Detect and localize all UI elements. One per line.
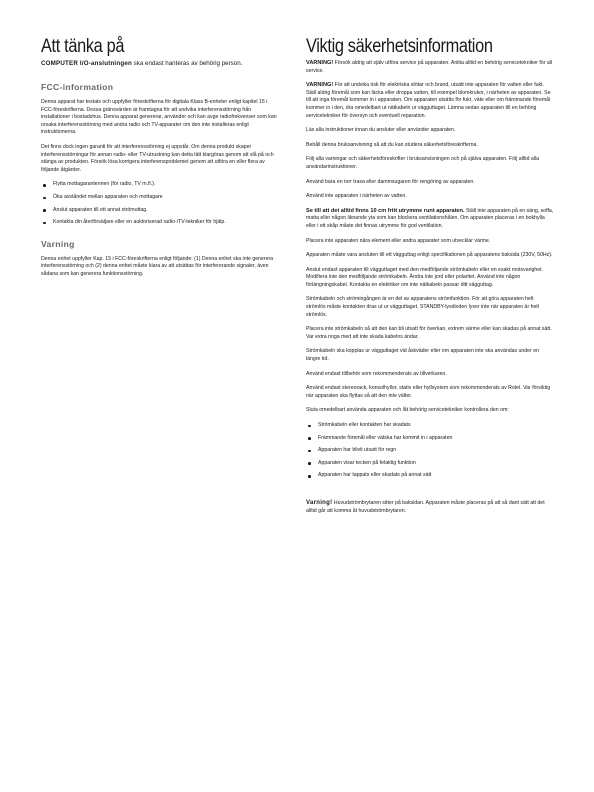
safety-paragraph: Följ alla varningar och säkerhetsföreskrifter i bruksanvisningen och på själva apparaten. Följ alltid alla användarinstruktioner. (306, 156, 539, 170)
service-bullet: Främmande föremål eller vätska har kommit in i apparaten (306, 435, 554, 443)
final-warning-label: Varning! (306, 499, 333, 506)
service-bullet: Apparaten har tappats eller skadats på annat sätt (306, 472, 554, 480)
fcc-paragraph: Denna apparat har testats och uppfyller föreskrifterna för digitala Klass B-enheter enligt kapitel 15 i FCC-föreskrifterna. Dessa gränsvärden är framtagna för att undvika interferensstörning från installationer i bostadshus. Denna apparat genererar, använder och kan avge radiofrekvenser som kan orsaka interferensstörning med andra radio och TV-apparater om den inte installeras enligt instruktionerna. (41, 99, 277, 136)
intro-warning-text: Försök aldrig att själv utföra service på apparaten. Anlita alltid en behörig servicetekniker för all service. (306, 60, 553, 74)
fcc-paragraph: Det finns dock ingen garanti för att interferensstörning ej uppstår. Om denna produkt skaper interferensstörningar för annan radio- eller TV-utrustning kan detta lätt klargöras genom att slå på och stänga av produkten. Försök lösa korrigera interferensproblemet genom att utföra en eller flera av följande åtgärder. (41, 143, 274, 173)
fcc-bullet-list (41, 181, 279, 226)
fcc-bullet: Kontakta din återförsäljare eller en auktoriserad radio-/TV-tekniker för hjälp. (41, 219, 279, 227)
ventilation-bold: Se till att det alltid finns 10 cm fritt utrymme runt apparaten. (306, 207, 465, 214)
service-bullet: Apparaten har blivit utsatt för regn (306, 447, 554, 455)
fcc-bullet: Anslut apparaten till ett annat strömuttag. (41, 207, 279, 215)
right-column (306, 36, 554, 522)
fcc-heading: FCC-information (41, 82, 114, 92)
safety-paragraph: Använd endast tillbehör som rekommenderats av tillverkaren. (306, 370, 447, 377)
intro-warning-label: VARNING! (306, 60, 334, 66)
subtitle-rest: ska endast hanteras av behörig person. (131, 60, 243, 67)
fcc-bullet: Öka avståndet mellan apparaten och mottagare (41, 194, 279, 202)
ventilation-paragraph (306, 208, 554, 231)
left-subtitle (41, 60, 279, 68)
safety-paragraph: Behåll denna bruksanvisning så att du kan studera säkerhetsföreskrifterna. (306, 141, 478, 148)
moisture-warning-label: VARNING! (306, 82, 334, 89)
safety-paragraph: Sluta omedelbart använda apparaten och låt behörig servicetekniker kontrollera den om: (306, 407, 509, 414)
safety-paragraph: Placera inte apparaten nära element eller andra apparater som utvecklar värme. (306, 237, 491, 244)
subtitle-bold: COMPUTER I/O-anslutningen (41, 60, 132, 67)
safety-paragraph: Använd inte apparaten i närheten av vatten. (306, 193, 407, 200)
right-title: Viktig säkerhetsinformation (306, 36, 493, 57)
fcc-bullet: Flytta mottagarantennen (för radio, TV m.fl.). (41, 181, 279, 189)
left-title: Att tänka på (41, 36, 125, 57)
safety-paragraph: Läs alla instruktioner innan du ansluter eller använder apparaten. (306, 127, 456, 134)
safety-paragraph: Anslut endast apparaten till vägguttaget med den medföljande strömkabeln eller en exakt motsvarighet. Modifiera inte den medföljande strömkabeln. Ändra inte jord eller polaritet. Använd inte någon förlängningskabel. Kontakta en elektriker om inte nätkabeln passar ditt vägguttag. (306, 266, 544, 288)
ventilation-text: Ställ inte apparaten på en säng, soffa, matta eller någon liknande yta som kan blockera ventilationshålen. Om apparaten placeras i en bokhylla eller i ett skåp måste det finnas utrymme för god ventilation. (306, 207, 554, 229)
service-bullet: Apparaten visar tecken på felaktig funktion (306, 460, 554, 468)
intro-warning (306, 60, 554, 75)
final-warning-text: Huvudströmbrytaren sitter på baksidan. Apparaten måste placeras på att så dant sätt att det alltid går att komma åt huvudströmbrytaren. (306, 499, 545, 514)
service-bullet-list (306, 422, 554, 480)
moisture-warning-text: För att undvika risk för elektriska stötar och brand, utsätt inte apparaten för vatten eller fukt. Ställ aldrig föremål som kan läcka eller droppa vatten, till exempel blomkrukor, i närheten av apparaten. Se till att inga föremål kommer in i apparaten. Om apparaten utsätts för fukt, väte eller om främmande föremål kommer in i den, dra omedelbart ut nätkabeln ur vägguttaget. Lämna sedan apparaten till en behörig servicetekniker för översyn och eventuell reparation. (306, 82, 551, 119)
safety-paragraph: Strömkabeln ska kopplas ur vägguttaget vid åskväder eller om apparaten inte ska användas under en längre tid. (306, 348, 540, 363)
left-column (41, 36, 279, 286)
service-bullet: Strömkabeln eller kontakten har skadats (306, 422, 554, 430)
safety-paragraph: Använd endast stereorack, konsolhyllor, stativ eller hyllsystem som rekommenderats av Rotel. Var försiktig när apparaten ska flyttas så att den inte välter. (306, 385, 551, 399)
safety-paragraph: Strömkabeln och strömingången är en del av apparatens strömfunktion. För att göra apparaten helt strömlös måste kontakten dras ut ur vägguttaget. STANDBY-lysdioden lyser inte när apparaten är helt strömlös. (306, 296, 539, 318)
safety-paragraph: Placera inte strömkabeln så att den kan bli utsatt för överkan, extrem värme eller kan skadas på annat sätt. Var extra noga med att inte skada kabelns ändar. (306, 326, 552, 340)
varning-paragraph: Denna enhet uppfyller Kap. 15 i FCC-föreskrifterna enligt följande: (1) Denna enhet ska inte generera interferensstörning och (2) denna enhet måste klara av att utsättas för interfererande signaler, även sådana som kan generera funktionsstörning. (41, 255, 274, 277)
varning-heading: Varning (41, 238, 75, 249)
final-warning (306, 500, 554, 515)
moisture-warning (306, 82, 554, 120)
safety-paragraph: Använd bara en torr trasa eller dammsugaren för rengöring av apparaten. (306, 178, 475, 185)
safety-paragraph: Apparaten måste vara ansluten till ett vägguttag enligt specifikationen på apparatens baksida (230V, 50Hz). (306, 252, 553, 259)
